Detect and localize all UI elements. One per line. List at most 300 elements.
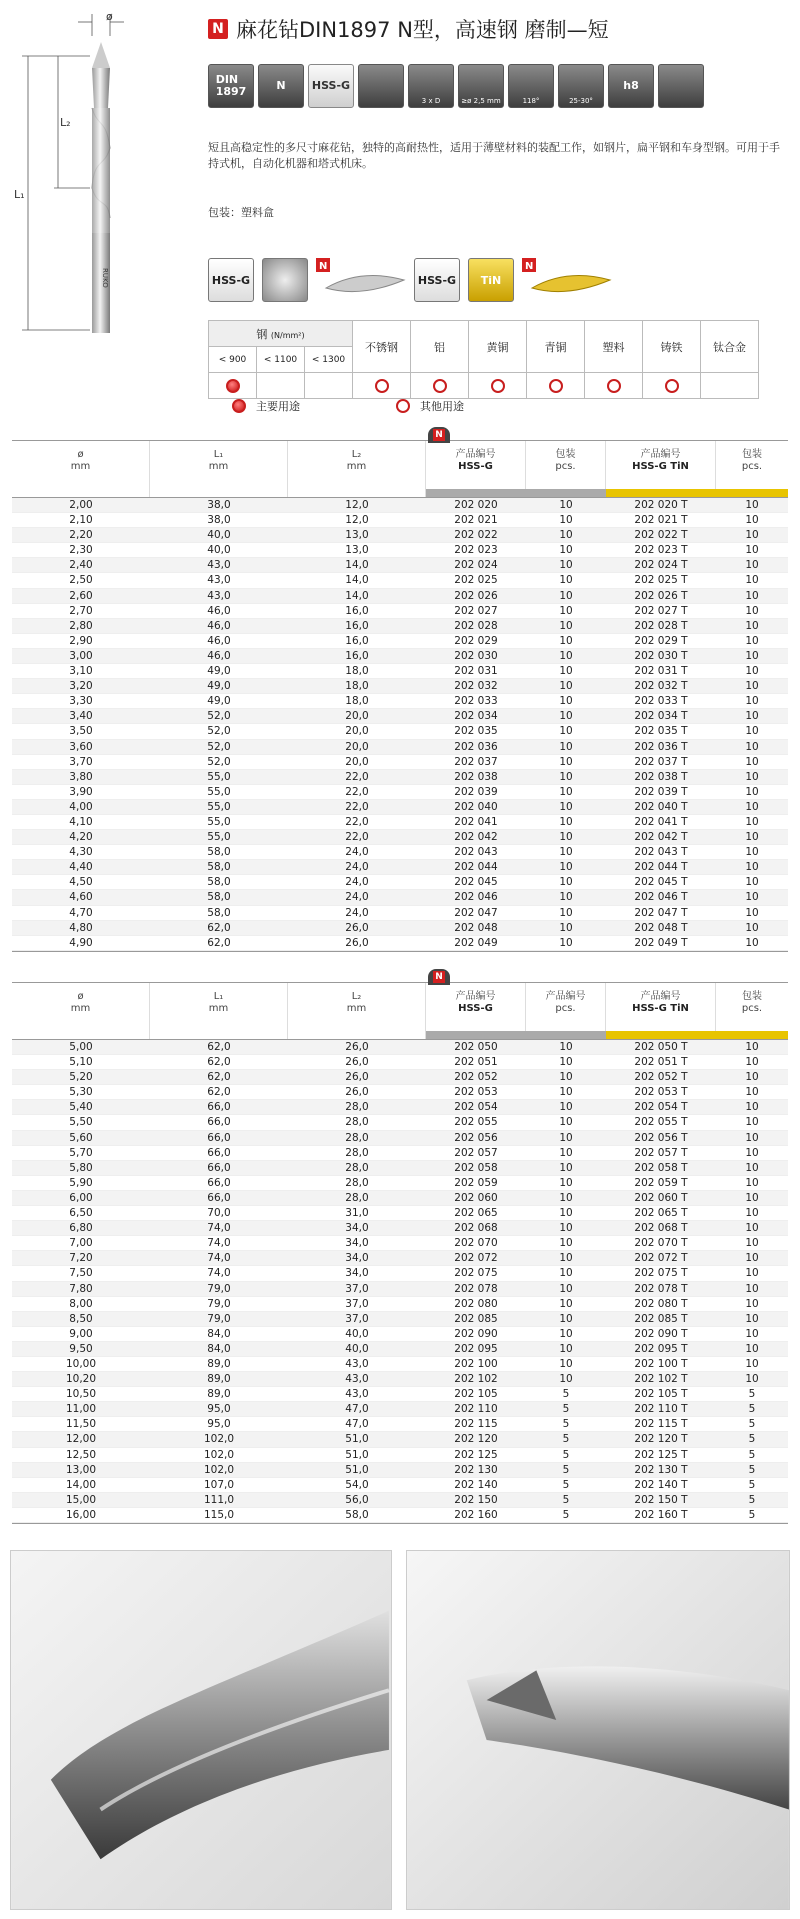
table-cell: 10 (745, 574, 759, 587)
table-cell: 5 (748, 1433, 756, 1446)
table-cell: 202 045 (454, 876, 498, 889)
table-cell: 4,10 (69, 815, 93, 828)
table-cell: 55,0 (207, 815, 231, 828)
table-cell: 3,50 (69, 725, 93, 738)
table-cell: 202 038 T (634, 770, 688, 783)
table-cell: 202 110 (454, 1403, 498, 1416)
table-row (12, 724, 788, 739)
table-cell: 10 (559, 1297, 573, 1310)
table-row (12, 1146, 788, 1161)
brand-label: RUKO (101, 268, 109, 288)
table-cell: 202 057 (454, 1146, 498, 1159)
point-angle-icon: 118° (508, 64, 554, 108)
table-cell: 10 (745, 529, 759, 542)
din-icon: DIN 1897 (208, 64, 254, 108)
legend-other-label: 其他用途 (420, 400, 464, 413)
table-cell: 10 (559, 1116, 573, 1129)
table-row (12, 1055, 788, 1070)
table-cell: 202 046 (454, 891, 498, 904)
table-cell: 202 026 T (634, 589, 688, 602)
table-cell: 10 (745, 1116, 759, 1129)
table-cell: 28,0 (345, 1191, 369, 1204)
table-cell: 202 058 (454, 1161, 498, 1174)
table-cell: 5,90 (69, 1176, 93, 1189)
table-row (12, 1417, 788, 1432)
table-cell: 202 160 (454, 1508, 498, 1521)
material-aluminium: 铝 (411, 321, 469, 373)
table-cell: 202 056 T (634, 1131, 688, 1144)
table-cell: 10 (559, 861, 573, 874)
table-cell: 79,0 (207, 1297, 231, 1310)
table-cell: 202 048 T (634, 921, 688, 934)
n-type-icon: N (258, 64, 304, 108)
table-cell: 202 105 T (634, 1388, 688, 1401)
table-cell: 202 044 (454, 861, 498, 874)
table-cell: 10 (559, 544, 573, 557)
table-cell: 10 (745, 1282, 759, 1295)
table-cell: 40,0 (207, 529, 231, 542)
table-cell: 102,0 (203, 1448, 235, 1461)
table-cell: 202 041 (454, 815, 498, 828)
table-cell: 202 041 T (634, 815, 688, 828)
table-row (12, 1100, 788, 1115)
hss-g-tin-coating-icon: HSS-G (414, 258, 460, 302)
table-cell: 5,30 (69, 1086, 93, 1099)
other-use-icon (396, 399, 410, 413)
table-cell: 5 (562, 1478, 570, 1491)
table-cell: 202 026 (454, 589, 498, 602)
table-cell: 58,0 (207, 891, 231, 904)
table-cell: 10 (559, 589, 573, 602)
table-cell: 3,40 (69, 710, 93, 723)
usage-cell (469, 373, 527, 399)
table-cell: 5 (748, 1508, 756, 1521)
table-cell: 34,0 (345, 1237, 369, 1250)
table-cell: 202 027 (454, 604, 498, 617)
table-cell: 10 (559, 800, 573, 813)
tin-coating-icon: TiN (468, 258, 514, 302)
l1-label: L₁ (14, 188, 25, 201)
other-use-icon (665, 379, 679, 393)
table-cell: 5 (562, 1493, 570, 1506)
table-cell: 10 (745, 710, 759, 723)
rotation-icon (358, 64, 404, 108)
table-cell: 4,00 (69, 800, 93, 813)
table-cell: 2,30 (69, 544, 93, 557)
table-cell: 10 (745, 1252, 759, 1265)
table-cell: 202 140 (454, 1478, 498, 1491)
table-cell: 10 (745, 514, 759, 527)
table-cell: 3,00 (69, 649, 93, 662)
table-cell: 5,60 (69, 1131, 93, 1144)
table-cell: 10 (559, 1101, 573, 1114)
table-cell: 202 020 (454, 499, 498, 511)
table-cell: 202 028 (454, 619, 498, 632)
hss-g-icon: HSS-G (308, 64, 354, 108)
table-cell: 10 (559, 785, 573, 798)
table-cell: 202 021 T (634, 514, 688, 527)
other-use-icon (491, 379, 505, 393)
table-cell: 24,0 (345, 846, 369, 859)
table-cell: 11,50 (65, 1418, 97, 1431)
table-cell: 202 068 T (634, 1222, 688, 1235)
table-cell: 202 051 (454, 1056, 498, 1069)
table-cell: 26,0 (345, 1056, 369, 1069)
table-cell: 10 (745, 800, 759, 813)
table-cell: 4,60 (69, 891, 93, 904)
table-row (12, 1463, 788, 1478)
table-cell: 202 090 (454, 1327, 498, 1340)
steel-lt-900: < 900 (209, 347, 257, 373)
table-cell: 202 038 (454, 770, 498, 783)
table-cell: 16,00 (65, 1508, 97, 1521)
table-cell: 10 (559, 514, 573, 527)
table-cell: 10 (559, 529, 573, 542)
table-cell: 2,20 (69, 529, 93, 542)
table-cell: 10 (559, 574, 573, 587)
table-cell: 202 035 T (634, 725, 688, 738)
table-cell: 16,0 (345, 634, 369, 647)
table-cell: 49,0 (207, 665, 231, 678)
table-row (12, 709, 788, 724)
table-row (12, 1191, 788, 1206)
table-cell: 10 (745, 1041, 759, 1053)
table-cell: 202 052 T (634, 1071, 688, 1084)
table-cell: 202 054 T (634, 1101, 688, 1114)
table-cell: 5,50 (69, 1116, 93, 1129)
table-cell: 10 (559, 906, 573, 919)
table-cell: 14,00 (65, 1478, 97, 1491)
table-cell: 10 (559, 1176, 573, 1189)
table-cell: 10 (745, 846, 759, 859)
table-row (12, 528, 788, 543)
table-cell: 10 (745, 861, 759, 874)
table-cell: 5 (748, 1493, 756, 1506)
table-cell: 62,0 (207, 1041, 231, 1053)
table-cell: 34,0 (345, 1222, 369, 1235)
table-cell: 10 (745, 1342, 759, 1355)
table-cell: 10 (559, 1312, 573, 1325)
table-cell: 10 (745, 785, 759, 798)
table-cell: 202 035 (454, 725, 498, 738)
table-cell: 202 040 (454, 800, 498, 813)
table-cell: 5 (562, 1463, 570, 1476)
usage-cell (701, 373, 759, 399)
table-row (12, 1327, 788, 1342)
table-cell: 10 (745, 1056, 759, 1069)
table-row (12, 1176, 788, 1191)
table-cell: 5 (748, 1403, 756, 1416)
table-cell: 10 (745, 695, 759, 708)
table-cell: 10 (559, 1207, 573, 1220)
table-cell: 28,0 (345, 1116, 369, 1129)
table-cell: 202 058 T (634, 1161, 688, 1174)
table-row (12, 1085, 788, 1100)
table-cell: 22,0 (345, 770, 369, 783)
table-cell: 202 055 (454, 1116, 498, 1129)
table-cell: 202 070 T (634, 1237, 688, 1250)
n-type-badge: N (208, 19, 228, 39)
table-cell: 55,0 (207, 785, 231, 798)
table-cell: 10 (745, 1267, 759, 1280)
table-cell: 10 (559, 1056, 573, 1069)
table-cell: 10 (559, 815, 573, 828)
table-cell: 202 150 (454, 1493, 498, 1506)
table-cell: 2,60 (69, 589, 93, 602)
table-cell: 62,0 (207, 936, 231, 949)
table-cell: 202 102 T (634, 1373, 688, 1386)
table-cell: 202 110 T (634, 1403, 688, 1416)
table-row (12, 664, 788, 679)
table-cell: 202 075 (454, 1267, 498, 1280)
table-cell: 26,0 (345, 1086, 369, 1099)
table-cell: 202 043 (454, 846, 498, 859)
table-row (12, 679, 788, 694)
table-cell: 202 115 (454, 1418, 498, 1431)
table-cell: 10 (559, 1282, 573, 1295)
table-row (12, 1161, 788, 1176)
table-cell: 26,0 (345, 1041, 369, 1053)
table-cell: 10 (559, 499, 573, 511)
table-cell: 10 (745, 1373, 759, 1386)
table-cell: 4,90 (69, 936, 93, 949)
table-cell: 102,0 (203, 1463, 235, 1476)
table-cell: 66,0 (207, 1176, 231, 1189)
table-cell: 16,0 (345, 619, 369, 632)
table-cell: 10 (745, 604, 759, 617)
table-cell: 38,0 (207, 514, 231, 527)
table-cell: 202 095 T (634, 1342, 688, 1355)
table-cell: 28,0 (345, 1176, 369, 1189)
table-cell: 202 056 (454, 1131, 498, 1144)
table-cell: 38,0 (207, 499, 231, 511)
table-cell: 89,0 (207, 1388, 231, 1401)
table-cell: 202 049 (454, 936, 498, 949)
table-cell: 202 115 T (634, 1418, 688, 1431)
table-cell: 10 (745, 559, 759, 572)
table-cell: 74,0 (207, 1237, 231, 1250)
table-cell: 3,10 (69, 665, 93, 678)
table-cell: 10 (559, 1222, 573, 1235)
table-row (12, 1236, 788, 1251)
table-cell: 52,0 (207, 710, 231, 723)
table-cell: 20,0 (345, 710, 369, 723)
table-cell: 10 (559, 710, 573, 723)
table-cell: 22,0 (345, 815, 369, 828)
table-cell: 10 (559, 634, 573, 647)
table-cell: 10 (559, 891, 573, 904)
table-cell: 37,0 (345, 1297, 369, 1310)
other-use-icon (549, 379, 563, 393)
product-title (208, 14, 609, 44)
table-cell: 74,0 (207, 1252, 231, 1265)
table-cell: 7,50 (69, 1267, 93, 1280)
table-cell: 10 (745, 921, 759, 934)
table-cell: 10 (745, 665, 759, 678)
table-cell: 55,0 (207, 800, 231, 813)
table-cell: 10 (559, 1373, 573, 1386)
table-cell: 10 (559, 1191, 573, 1204)
l2-label: L₂ (60, 116, 71, 129)
table-cell: 46,0 (207, 634, 231, 647)
table-row (12, 1266, 788, 1281)
table-cell: 202 045 T (634, 876, 688, 889)
table-cell: 202 078 T (634, 1282, 688, 1295)
table-cell: 34,0 (345, 1252, 369, 1265)
table-cell: 10 (745, 740, 759, 753)
table-cell: 16,0 (345, 604, 369, 617)
table-cell: 58,0 (207, 906, 231, 919)
table-cell: 4,50 (69, 876, 93, 889)
table-cell: 70,0 (207, 1207, 231, 1220)
table-cell: 84,0 (207, 1327, 231, 1340)
table-cell: 2,90 (69, 634, 93, 647)
table-row (12, 1478, 788, 1493)
table-cell: 202 059 (454, 1176, 498, 1189)
table-cell: 43,0 (345, 1373, 369, 1386)
table-cell: 14,0 (345, 589, 369, 602)
table-row (12, 936, 788, 951)
table-cell: 202 024 (454, 559, 498, 572)
table-cell: 10 (745, 1161, 759, 1174)
table-row (12, 1070, 788, 1085)
table-cell: 43,0 (345, 1357, 369, 1370)
table-row (12, 1251, 788, 1266)
table-cell: 10 (559, 740, 573, 753)
table-cell: 202 051 T (634, 1056, 688, 1069)
svg-text:N: N (319, 261, 328, 272)
table-cell: 58,0 (207, 876, 231, 889)
table-cell: 10 (745, 936, 759, 949)
table-cell: 202 072 (454, 1252, 498, 1265)
table-cell: 10 (559, 1161, 573, 1174)
table-cell: 10 (745, 1237, 759, 1250)
table-cell: 3,30 (69, 695, 93, 708)
table-row (12, 815, 788, 830)
other-use-icon (433, 379, 447, 393)
table-cell: 202 130 (454, 1463, 498, 1476)
table-cell: 10 (559, 680, 573, 693)
table-cell: 26,0 (345, 921, 369, 934)
main-use-icon (232, 399, 246, 413)
table-cell: 202 024 T (634, 559, 688, 572)
table-cell: 202 033 T (634, 695, 688, 708)
table-row (12, 906, 788, 921)
table-cell: 10 (559, 649, 573, 662)
table-cell: 49,0 (207, 695, 231, 708)
table-cell: 28,0 (345, 1161, 369, 1174)
table-cell: 10 (745, 1071, 759, 1084)
table-cell: 202 140 T (634, 1478, 688, 1491)
table-row (12, 1206, 788, 1221)
table-cell: 202 031 T (634, 665, 688, 678)
table-row (12, 1432, 788, 1447)
table-cell: 202 029 T (634, 634, 688, 647)
table-cell: 66,0 (207, 1131, 231, 1144)
table-cell: 10 (559, 876, 573, 889)
material-stainless: 不锈钢 (353, 321, 411, 373)
table-cell: 31,0 (345, 1207, 369, 1220)
table-cell: 66,0 (207, 1191, 231, 1204)
table-cell: 18,0 (345, 665, 369, 678)
table-cell: 10 (559, 1041, 573, 1053)
table-cell: 202 048 (454, 921, 498, 934)
usage-cell (643, 373, 701, 399)
table-cell: 5,10 (69, 1056, 93, 1069)
table-cell: 51,0 (345, 1448, 369, 1461)
table-row (12, 619, 788, 634)
table-cell: 10 (559, 665, 573, 678)
table-cell: 5 (562, 1433, 570, 1446)
table-cell: 34,0 (345, 1267, 369, 1280)
table-cell: 10 (745, 725, 759, 738)
table-cell: 202 020 T (634, 499, 688, 511)
table-cell: 10,00 (65, 1357, 97, 1370)
usage-cell (209, 373, 257, 399)
table-cell: 102,0 (203, 1433, 235, 1446)
table-cell: 10 (745, 1131, 759, 1144)
table-cell: 10 (745, 1327, 759, 1340)
table-row (12, 890, 788, 905)
table-cell: 202 040 T (634, 800, 688, 813)
tolerance-icon: h8 (608, 64, 654, 108)
table-cell: 2,50 (69, 574, 93, 587)
table-cell: 202 037 T (634, 755, 688, 768)
table-cell: 10 (559, 936, 573, 949)
table-cell: 26,0 (345, 936, 369, 949)
table-cell: 3,70 (69, 755, 93, 768)
table-cell: 202 150 T (634, 1493, 688, 1506)
table-cell: 79,0 (207, 1312, 231, 1325)
hss-drill-tip-image (316, 258, 406, 302)
table-cell: 202 160 T (634, 1508, 688, 1521)
table-cell: 202 044 T (634, 861, 688, 874)
table-cell: 202 125 T (634, 1448, 688, 1461)
table-cell: 79,0 (207, 1282, 231, 1295)
table-cell: 43,0 (207, 574, 231, 587)
table-cell: 58,0 (207, 846, 231, 859)
table-cell: 8,50 (69, 1312, 93, 1325)
table-cell: 202 047 (454, 906, 498, 919)
table-cell: 20,0 (345, 755, 369, 768)
table-cell: 2,80 (69, 619, 93, 632)
table-row (12, 1221, 788, 1236)
table-cell: 24,0 (345, 876, 369, 889)
table-cell: 10 (745, 1297, 759, 1310)
table-row (12, 513, 788, 528)
table-cell: 111,0 (203, 1493, 235, 1506)
table-cell: 46,0 (207, 604, 231, 617)
table-cell: 6,80 (69, 1222, 93, 1235)
table-cell: 10 (745, 1312, 759, 1325)
size-table-2 (12, 972, 788, 1524)
coating-options (208, 258, 612, 302)
table-cell: 202 095 (454, 1342, 498, 1355)
table-cell: 202 047 T (634, 906, 688, 919)
table-cell: 202 023 (454, 544, 498, 557)
other-use-icon (375, 379, 389, 393)
table-cell: 58,0 (345, 1508, 369, 1521)
table-cell: 4,70 (69, 906, 93, 919)
table-cell: 10 (745, 891, 759, 904)
table-cell: 10 (559, 831, 573, 844)
table-cell: 16,0 (345, 649, 369, 662)
tin-drill-tip-image (522, 258, 612, 302)
table-cell: 2,10 (69, 514, 93, 527)
table-cell: 202 068 (454, 1222, 498, 1235)
table-row (12, 755, 788, 770)
table-cell: 202 042 (454, 831, 498, 844)
